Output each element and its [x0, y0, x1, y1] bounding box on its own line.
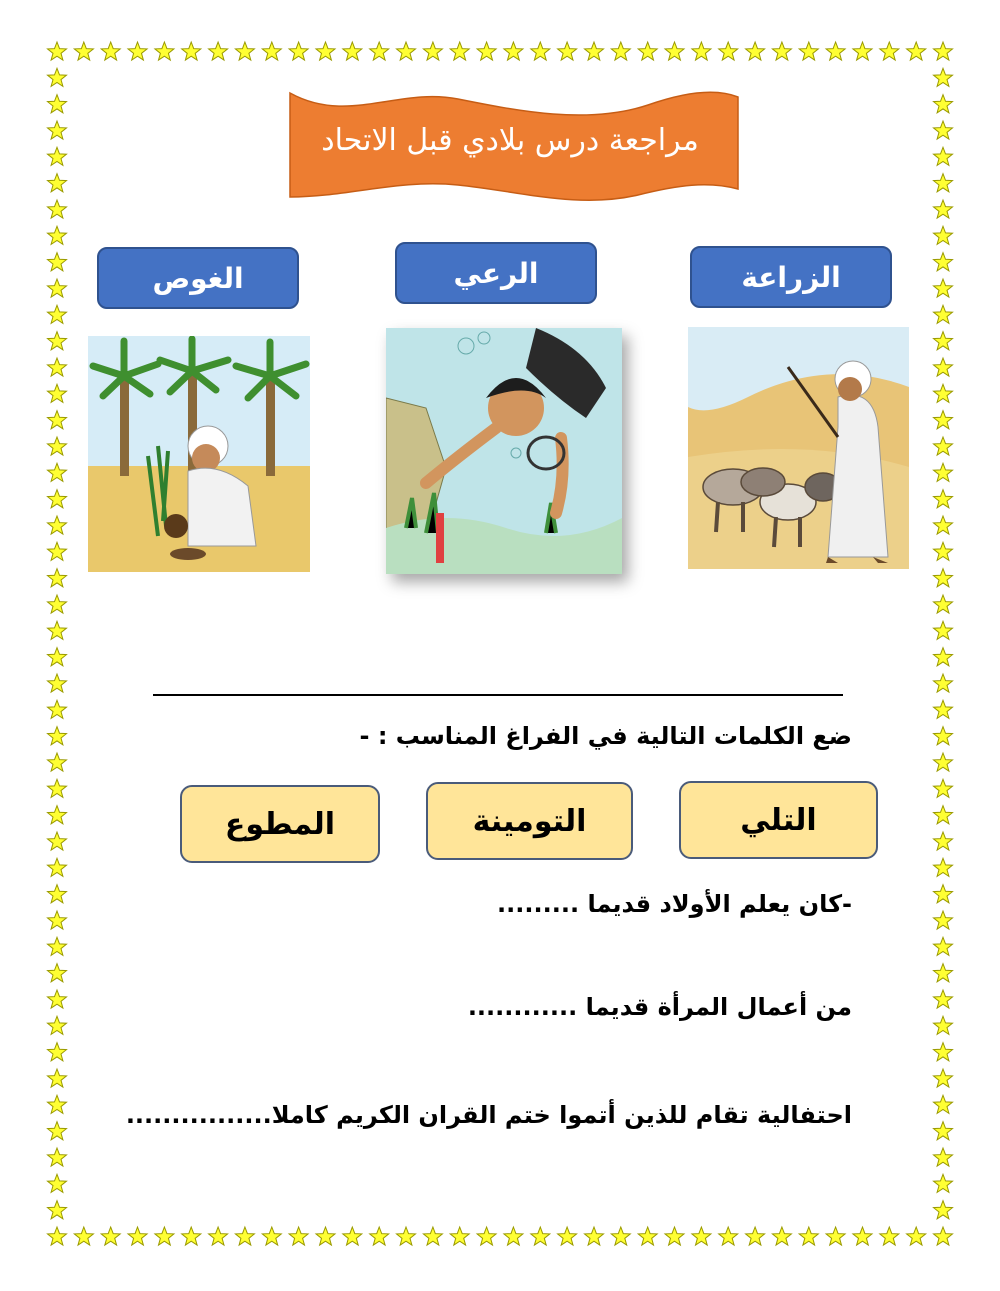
star-icon — [235, 42, 254, 60]
star-icon — [934, 1069, 953, 1087]
star-icon — [585, 1227, 604, 1245]
star-icon — [880, 42, 899, 60]
star-icon — [48, 226, 67, 244]
star-icon — [558, 1227, 577, 1245]
star-icon — [48, 542, 67, 560]
instruction-text: ضع الكلمات التالية في الفراغ المناسب : - — [359, 722, 852, 750]
star-icon — [934, 648, 953, 666]
star-icon — [585, 42, 604, 60]
star-icon — [934, 858, 953, 876]
star-icon — [289, 1227, 308, 1245]
star-icon — [934, 1095, 953, 1113]
label-diving: الغوص — [97, 247, 299, 309]
star-icon — [934, 595, 953, 613]
star-icon — [48, 95, 67, 113]
star-icon — [155, 1227, 174, 1245]
star-icon — [934, 226, 953, 244]
star-icon — [907, 42, 926, 60]
star-icon — [262, 1227, 281, 1245]
star-icon — [934, 437, 953, 455]
star-icon — [799, 1227, 818, 1245]
star-icon — [48, 42, 67, 60]
star-icon — [48, 332, 67, 350]
star-icon — [48, 463, 67, 481]
star-icon — [772, 1227, 791, 1245]
star-icon — [48, 595, 67, 613]
star-icon — [48, 569, 67, 587]
star-icon — [934, 42, 953, 60]
shepherd-with-goats-image — [688, 327, 909, 569]
star-icon — [719, 42, 738, 60]
star-icon — [262, 42, 281, 60]
star-icon — [423, 1227, 442, 1245]
word-box-talli: التلي — [679, 781, 878, 859]
star-icon — [48, 911, 67, 929]
star-icon — [638, 42, 657, 60]
star-icon — [48, 832, 67, 850]
star-icon — [934, 68, 953, 86]
star-icon — [934, 569, 953, 587]
star-icon — [316, 1227, 335, 1245]
star-icon — [397, 42, 416, 60]
question-3: احتفالية تقام للذين أتموا ختم القران الكريم كاملا................ — [125, 1101, 852, 1129]
star-icon — [692, 42, 711, 60]
star-icon — [48, 1043, 67, 1061]
word-box-tawmina: التومينة — [426, 782, 633, 860]
star-icon — [48, 753, 67, 771]
star-icon — [48, 174, 67, 192]
star-icon — [182, 42, 201, 60]
star-icon — [665, 42, 684, 60]
separator-line — [153, 694, 843, 696]
star-icon — [235, 1227, 254, 1245]
star-icon — [934, 1122, 953, 1140]
star-icon — [48, 648, 67, 666]
star-icon — [397, 1227, 416, 1245]
star-icon — [48, 990, 67, 1008]
star-icon — [48, 858, 67, 876]
word-box-mutawwa: المطوع — [180, 785, 380, 863]
star-icon — [934, 490, 953, 508]
star-icon — [48, 490, 67, 508]
star-icon — [934, 253, 953, 271]
star-icon — [934, 937, 953, 955]
page-title: مراجعة درس بلادي قبل الاتحاد — [321, 122, 699, 158]
star-icon — [343, 42, 362, 60]
question-2: من أعمال المرأة قديما ............ — [467, 993, 852, 1021]
star-icon — [48, 1016, 67, 1034]
star-icon — [934, 121, 953, 139]
star-icon — [48, 779, 67, 797]
star-icon — [48, 937, 67, 955]
star-icon — [48, 1201, 67, 1219]
star-icon — [48, 727, 67, 745]
star-icon — [772, 42, 791, 60]
star-icon — [101, 42, 120, 60]
question-1: -كان يعلم الأولاد قديما ......... — [497, 890, 852, 918]
star-icon — [934, 621, 953, 639]
star-icon — [370, 1227, 389, 1245]
star-icon — [48, 384, 67, 402]
star-icon — [719, 1227, 738, 1245]
farmer-planting-palm-image — [88, 336, 310, 572]
star-icon — [934, 516, 953, 534]
label-farming: الزراعة — [690, 246, 892, 308]
star-icon — [48, 516, 67, 534]
star-icon — [934, 700, 953, 718]
star-icon — [48, 964, 67, 982]
star-icon — [128, 42, 147, 60]
star-icon — [48, 1148, 67, 1166]
star-icon — [934, 1148, 953, 1166]
star-icon — [934, 542, 953, 560]
label-grazing: الرعي — [395, 242, 597, 304]
star-icon — [48, 411, 67, 429]
star-icon — [934, 1227, 953, 1245]
star-icon — [128, 1227, 147, 1245]
star-icon — [48, 305, 67, 323]
star-icon — [611, 1227, 630, 1245]
star-icon — [934, 305, 953, 323]
star-icon — [934, 1201, 953, 1219]
star-icon — [934, 885, 953, 903]
star-icon — [934, 1174, 953, 1192]
star-icon — [826, 42, 845, 60]
star-icon — [48, 1095, 67, 1113]
star-icon — [289, 42, 308, 60]
star-icon — [209, 42, 228, 60]
star-icon — [638, 1227, 657, 1245]
star-icon — [934, 384, 953, 402]
star-icon — [692, 1227, 711, 1245]
star-icon — [934, 411, 953, 429]
star-icon — [48, 200, 67, 218]
star-icon — [48, 1174, 67, 1192]
star-icon — [48, 121, 67, 139]
star-icon — [370, 42, 389, 60]
star-icon — [934, 279, 953, 297]
star-icon — [477, 1227, 496, 1245]
star-icon — [907, 1227, 926, 1245]
star-icon — [450, 1227, 469, 1245]
star-icon — [48, 1069, 67, 1087]
star-icon — [934, 964, 953, 982]
star-icon — [477, 42, 496, 60]
star-icon — [48, 1227, 67, 1245]
star-icon — [853, 42, 872, 60]
star-icon — [880, 1227, 899, 1245]
star-icon — [316, 42, 335, 60]
star-icon — [934, 1043, 953, 1061]
star-icon — [934, 463, 953, 481]
star-icon — [558, 42, 577, 60]
star-icon — [48, 700, 67, 718]
star-icon — [48, 68, 67, 86]
star-icon — [48, 621, 67, 639]
star-icon — [504, 42, 523, 60]
star-icon — [826, 1227, 845, 1245]
star-icon — [48, 806, 67, 824]
star-icon — [934, 990, 953, 1008]
star-icon — [155, 42, 174, 60]
diver-underwater-image — [386, 328, 622, 574]
star-icon — [934, 147, 953, 165]
star-icon — [934, 332, 953, 350]
star-icon — [74, 1227, 93, 1245]
star-icon — [934, 779, 953, 797]
star-icon — [423, 42, 442, 60]
star-icon — [48, 358, 67, 376]
star-icon — [746, 1227, 765, 1245]
star-icon — [746, 42, 765, 60]
star-icon — [853, 1227, 872, 1245]
star-icon — [531, 42, 550, 60]
star-icon — [934, 727, 953, 745]
star-icon — [48, 885, 67, 903]
star-icon — [101, 1227, 120, 1245]
star-icon — [48, 253, 67, 271]
star-icon — [934, 1016, 953, 1034]
star-icon — [934, 806, 953, 824]
star-icon — [531, 1227, 550, 1245]
star-icon — [934, 174, 953, 192]
star-icon — [934, 674, 953, 692]
star-icon — [934, 200, 953, 218]
star-icon — [209, 1227, 228, 1245]
star-icon — [611, 42, 630, 60]
star-icon — [74, 42, 93, 60]
star-icon — [48, 674, 67, 692]
star-icon — [48, 279, 67, 297]
star-icon — [450, 42, 469, 60]
star-icon — [48, 437, 67, 455]
star-icon — [665, 1227, 684, 1245]
star-icon — [48, 147, 67, 165]
star-icon — [504, 1227, 523, 1245]
star-icon — [934, 911, 953, 929]
star-icon — [934, 753, 953, 771]
star-icon — [799, 42, 818, 60]
star-icon — [343, 1227, 362, 1245]
star-icon — [48, 1122, 67, 1140]
star-icon — [934, 358, 953, 376]
star-icon — [182, 1227, 201, 1245]
star-icon — [934, 832, 953, 850]
star-icon — [934, 95, 953, 113]
